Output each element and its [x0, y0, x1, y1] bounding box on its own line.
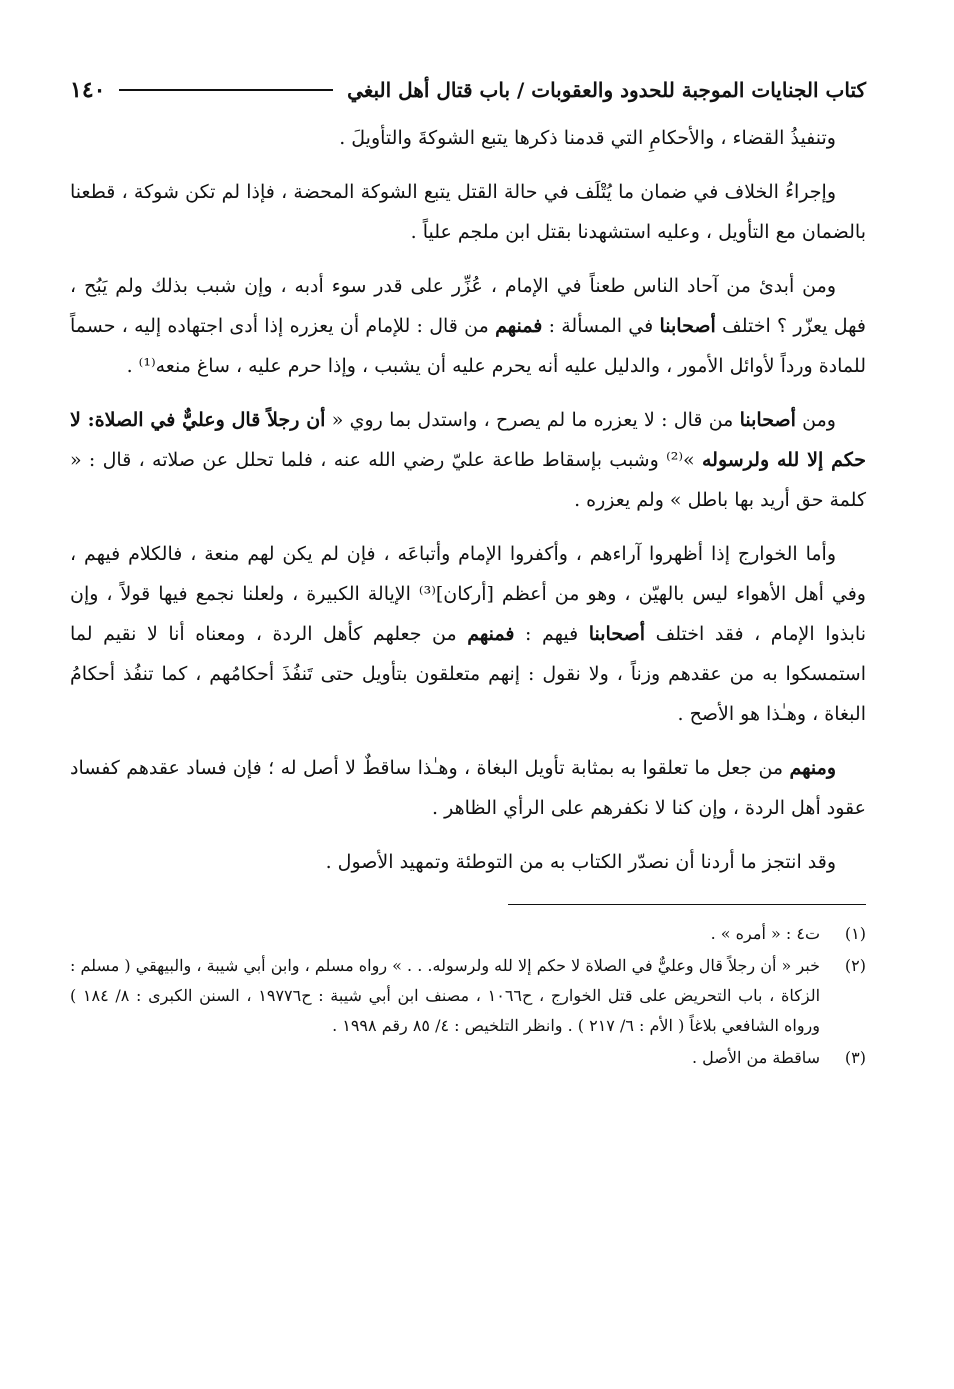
- bold-term: أصحابنا: [739, 409, 796, 431]
- footnote-text: ت٤ : « أمره » .: [710, 924, 820, 943]
- paragraph-text: من قال : لا يعزره ما لم يصرح ، واستدل بما روي «: [325, 409, 740, 431]
- page-number: ١٤٠: [70, 77, 106, 103]
- footnote-3: [70, 1043, 866, 1073]
- bold-term: فمنهم: [495, 315, 543, 337]
- paragraph-text: من جعل ما تعلقوا به بمثابة تأويل البغاة ، وهـٰذا ساقطٌ لا أصل له ؛ فإن فساد عقدهم كفساد عقود أهل الردة ، وإن كنا لا نكفرهم على الرأي الظاهر .: [70, 757, 866, 819]
- paragraph-3: [70, 266, 866, 386]
- paragraph-2: [70, 172, 866, 252]
- footnote-rule: [508, 904, 866, 905]
- footnote-1: [70, 919, 866, 949]
- paragraph-4: [70, 400, 866, 520]
- paragraph-text: في المسألة :: [542, 315, 660, 337]
- paragraph-text: وتنفيذُ القضاء ، والأحكامِ التي قدمنا ذكرها يتبع الشوكةَ والتأويلَ .: [339, 127, 836, 149]
- paragraph-text: ومن أبدئ من آحاد الناس طعناً في الإمام ، عُزِّر على قدر سوء أدبه ، وإن شبب بذلك ولم يَبُح ، فهل يعزّر ؟ اختلف: [70, 275, 866, 337]
- paragraph-1: [70, 118, 866, 158]
- paragraph-5: [70, 534, 866, 734]
- bold-term: ومنهم: [789, 757, 836, 779]
- running-head: [70, 72, 866, 108]
- paragraph-text: ومن: [795, 409, 836, 431]
- bold-term: أصحابنا: [659, 315, 716, 337]
- paragraph-text: وإجراءُ الخلاف في ضمان ما يُتْلَف في حالة القتل يتبع الشوكة المحضة ، فإذا لم تكن شوكة ، قطعنا بالضمان مع التأويل ، وعليه استشهدنا بقتل ابن ملجم علياً .: [70, 181, 866, 243]
- paragraph-text: وقد انتجز ما أردنا أن نصدّر الكتاب به من التوطئة وتمهيد الأصول .: [325, 851, 836, 873]
- paragraph-text: وأما الخوارج إذا أظهروا آراءهم ، وأكفروا الإمام وأتباعَه ، فإن لم يكن لهم منعة ، فالكلام فيهم ، وفي أهل الأهواء ليس بالهيّن ، وهو من أعظم [أركان]⁽³⁾ الإيالة الكبيرة ، ولعلنا نجمع فيها قولاً ، وإن نابذوا الإمام ، فقد اختلف: [70, 543, 866, 645]
- header-rule: [119, 89, 333, 91]
- page: [70, 72, 866, 1075]
- footnote-number: (٢): [844, 956, 866, 975]
- bold-term: أصحابنا: [588, 623, 646, 645]
- bold-quote: أن رجلاً قال وعليٌّ في الصلاة: لا حكم إلا لله ولرسوله: [70, 409, 866, 471]
- footnote-text: ساقطة من الأصل .: [692, 1048, 820, 1067]
- footnote-text: خبر « أن رجلاً قال وعليٌّ في الصلاة لا حكم إلا لله ولرسوله. . . » رواه مسلم ، وابن أبي شيبة ، والبيهقي ( مسلم : الزكاة ، باب التحريض على قتل الخوارج ، ح١٠٦٦ ، مصنف ابن أبي شيبة : ح١٩٧٧٦ ، السنن الكبرى : ٨/ ١٨٤ ) ورواه الشافعي بلاغاً ( الأم : ٦/ ٢١٧ ) . وانظر التلخيص : ٤/ ٨٥ رقم ١٩٩٨ .: [70, 956, 821, 1035]
- footnote-number: (١): [844, 924, 866, 943]
- bold-term: فمنهم: [467, 623, 515, 645]
- running-title: كتاب الجنايات الموجبة للحدود والعقوبات / باب قتال أهل البغي: [347, 78, 866, 102]
- paragraph-text: من جعلهم كأهل الردة ، ومعناه أنا لا نقيم لما استمسكوا به من عقدهم وزناً ، ولا نقول : إنهم متعلقون بتأويل حتى تَنفُذَ أحكامُهم ، كما تنفُذ أحكامُ البغاة ، وهـٰذا هو الأصح .: [70, 623, 866, 725]
- paragraph-text: من قال : للإمام أن يعزره إذا أدى اجتهاده إليه ، حسماً للمادة ورداً لأوائل الأمور ، والدليل عليه أنه يحرم عليه أن يشبب ، وإذا حرم عليه ، ساغ منعه⁽¹⁾ .: [70, 315, 866, 377]
- paragraph-text: »⁽²⁾ وشبب بإسقاط طاعة عليّ رضي الله عنه ، فلما تحلل عن صلاته ، قال : « كلمة حق أريد بها باطل » ولم يعزره .: [70, 449, 866, 511]
- footnote-number: (٣): [844, 1048, 866, 1067]
- footnote-2: [70, 951, 866, 1041]
- paragraph-text: فيهم :: [514, 623, 589, 645]
- paragraph-7: [70, 842, 866, 882]
- paragraph-6: [70, 748, 866, 828]
